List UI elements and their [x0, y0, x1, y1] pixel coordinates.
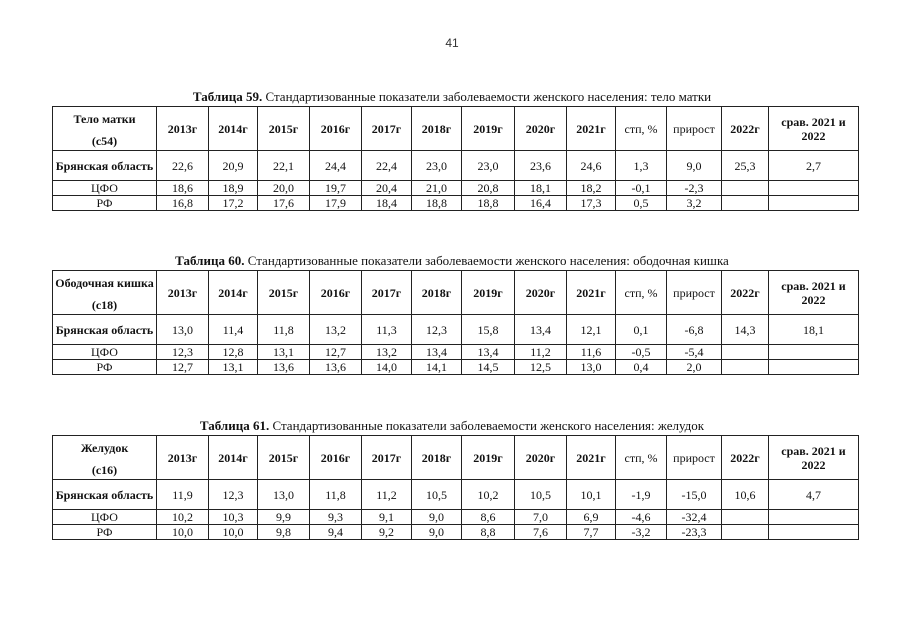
column-header: 2019г — [462, 107, 515, 151]
value-cell: 11,6 — [567, 345, 616, 360]
column-header: 2016г — [310, 436, 362, 480]
column-header: 2019г — [462, 271, 515, 315]
value-cell: -15,0 — [667, 480, 722, 510]
value-cell — [722, 510, 769, 525]
value-cell: 23,6 — [515, 151, 567, 181]
value-cell: -23,3 — [667, 525, 722, 540]
value-cell: 16,4 — [515, 196, 567, 211]
table-row — [53, 345, 859, 360]
value-cell: 24,4 — [310, 151, 362, 181]
value-cell — [769, 181, 859, 196]
value-cell: 21,0 — [412, 181, 462, 196]
value-cell — [722, 181, 769, 196]
value-cell: 9,3 — [310, 510, 362, 525]
value-cell — [722, 525, 769, 540]
column-header: 2017г — [362, 271, 412, 315]
value-cell: 18,2 — [567, 181, 616, 196]
row-label: ЦФО — [53, 181, 157, 196]
table-caption — [0, 90, 904, 104]
value-cell: 2,0 — [667, 360, 722, 375]
column-header: 2018г — [412, 271, 462, 315]
value-cell: 18,1 — [515, 181, 567, 196]
value-cell: 11,2 — [515, 345, 567, 360]
value-cell: -2,3 — [667, 181, 722, 196]
row-label: Брянская область — [53, 480, 157, 510]
value-cell: 12,5 — [515, 360, 567, 375]
table-caption — [0, 254, 904, 268]
value-cell: 18,1 — [769, 315, 859, 345]
value-cell: 11,9 — [157, 480, 209, 510]
value-cell: 0,1 — [616, 315, 667, 345]
column-header: 2020г — [515, 436, 567, 480]
value-cell: 22,1 — [258, 151, 310, 181]
column-header: 2022г — [722, 271, 769, 315]
table-caption-text: Стандартизованные показатели заболеваемости женского населения: желудок — [269, 418, 705, 433]
value-cell: 11,8 — [310, 480, 362, 510]
column-header: срав. 2021 и 2022 — [769, 107, 859, 151]
value-cell: 12,3 — [157, 345, 209, 360]
site-name: Желудок — [80, 441, 129, 455]
row-label: Брянская область — [53, 151, 157, 181]
value-cell: 12,7 — [157, 360, 209, 375]
value-cell: 10,0 — [209, 525, 258, 540]
row-header-cell — [53, 436, 157, 480]
column-header: 2019г — [462, 436, 515, 480]
table-row — [53, 360, 859, 375]
value-cell: 23,0 — [412, 151, 462, 181]
value-cell: 19,7 — [310, 181, 362, 196]
value-cell: 0,4 — [616, 360, 667, 375]
column-header: 2021г — [567, 436, 616, 480]
value-cell: 8,6 — [462, 510, 515, 525]
header-row — [53, 436, 859, 480]
value-cell: 14,3 — [722, 315, 769, 345]
value-cell: 13,6 — [258, 360, 310, 375]
column-header: 2014г — [209, 107, 258, 151]
column-header: 2021г — [567, 107, 616, 151]
data-table — [52, 435, 859, 540]
value-cell: 23,0 — [462, 151, 515, 181]
icd-code: (с54) — [91, 134, 118, 148]
column-header: срав. 2021 и 2022 — [769, 436, 859, 480]
value-cell — [722, 196, 769, 211]
value-cell: 10,5 — [412, 480, 462, 510]
value-cell: 13,6 — [310, 360, 362, 375]
header-row — [53, 271, 859, 315]
value-cell: 18,4 — [362, 196, 412, 211]
value-cell: 1,3 — [616, 151, 667, 181]
value-cell: 15,8 — [462, 315, 515, 345]
value-cell — [769, 196, 859, 211]
value-cell: 25,3 — [722, 151, 769, 181]
value-cell: 11,3 — [362, 315, 412, 345]
column-header: 2013г — [157, 107, 209, 151]
page-number: 41 — [445, 36, 459, 50]
site-name: Ободочная кишка — [55, 276, 154, 290]
value-cell: -0,5 — [616, 345, 667, 360]
column-header: 2018г — [412, 107, 462, 151]
value-cell: 14,1 — [412, 360, 462, 375]
value-cell: 20,4 — [362, 181, 412, 196]
column-header: 2021г — [567, 271, 616, 315]
column-header: 2016г — [310, 271, 362, 315]
data-table — [52, 106, 859, 211]
table-caption-text: Стандартизованные показатели заболеваемости женского населения: тело матки — [262, 89, 712, 104]
table-caption-number: Таблица 61. — [199, 418, 270, 433]
value-cell: 12,1 — [567, 315, 616, 345]
value-cell: 12,3 — [412, 315, 462, 345]
column-header: 2014г — [209, 436, 258, 480]
column-header: 2017г — [362, 107, 412, 151]
column-header: 2015г — [258, 436, 310, 480]
value-cell: 13,1 — [258, 345, 310, 360]
icd-code: (с16) — [91, 463, 118, 477]
value-cell: 13,2 — [362, 345, 412, 360]
column-header: 2014г — [209, 271, 258, 315]
row-label: ЦФО — [53, 510, 157, 525]
table-row — [53, 181, 859, 196]
column-header: стп, % — [616, 271, 667, 315]
column-header: стп, % — [616, 436, 667, 480]
column-header: 2013г — [157, 271, 209, 315]
table-caption-text: Стандартизованные показатели заболеваемости женского населения: ободочная кишка — [244, 253, 729, 268]
value-cell: 17,9 — [310, 196, 362, 211]
value-cell: 16,8 — [157, 196, 209, 211]
value-cell — [769, 525, 859, 540]
data-table — [52, 270, 859, 375]
value-cell: 0,5 — [616, 196, 667, 211]
value-cell: 9,0 — [412, 525, 462, 540]
value-cell: -0,1 — [616, 181, 667, 196]
value-cell: 12,8 — [209, 345, 258, 360]
table-caption-number: Таблица 59. — [192, 89, 263, 104]
value-cell: 9,4 — [310, 525, 362, 540]
value-cell: 13,4 — [462, 345, 515, 360]
value-cell: 9,1 — [362, 510, 412, 525]
value-cell: -32,4 — [667, 510, 722, 525]
column-header: 2018г — [412, 436, 462, 480]
column-header: 2020г — [515, 107, 567, 151]
value-cell: 12,7 — [310, 345, 362, 360]
value-cell: 6,9 — [567, 510, 616, 525]
value-cell: 14,5 — [462, 360, 515, 375]
column-header: прирост — [667, 271, 722, 315]
column-header: прирост — [667, 107, 722, 151]
value-cell: 13,0 — [258, 480, 310, 510]
column-header: 2015г — [258, 107, 310, 151]
value-cell — [722, 345, 769, 360]
value-cell: -3,2 — [616, 525, 667, 540]
value-cell: -6,8 — [667, 315, 722, 345]
value-cell: 17,2 — [209, 196, 258, 211]
value-cell — [769, 345, 859, 360]
value-cell: -4,6 — [616, 510, 667, 525]
value-cell: 10,6 — [722, 480, 769, 510]
value-cell: 18,9 — [209, 181, 258, 196]
value-cell: 7,6 — [515, 525, 567, 540]
table-row — [53, 510, 859, 525]
value-cell: 13,2 — [310, 315, 362, 345]
table-row — [53, 151, 859, 181]
row-label: РФ — [53, 196, 157, 211]
table-caption — [0, 419, 904, 433]
value-cell: 2,7 — [769, 151, 859, 181]
value-cell — [722, 360, 769, 375]
value-cell: 13,1 — [209, 360, 258, 375]
value-cell: 9,2 — [362, 525, 412, 540]
value-cell: 7,0 — [515, 510, 567, 525]
value-cell: 14,0 — [362, 360, 412, 375]
value-cell: 11,2 — [362, 480, 412, 510]
icd-code: (с18) — [91, 298, 118, 312]
value-cell — [769, 510, 859, 525]
column-header: срав. 2021 и 2022 — [769, 271, 859, 315]
column-header: 2016г — [310, 107, 362, 151]
row-label: Брянская область — [53, 315, 157, 345]
row-header-cell — [53, 107, 157, 151]
value-cell: 4,7 — [769, 480, 859, 510]
value-cell: 13,4 — [412, 345, 462, 360]
column-header: 2015г — [258, 271, 310, 315]
value-cell: 22,6 — [157, 151, 209, 181]
value-cell: 10,0 — [157, 525, 209, 540]
value-cell: 13,0 — [157, 315, 209, 345]
value-cell: 17,6 — [258, 196, 310, 211]
column-header: 2013г — [157, 436, 209, 480]
value-cell: 10,5 — [515, 480, 567, 510]
value-cell: 24,6 — [567, 151, 616, 181]
value-cell: 11,4 — [209, 315, 258, 345]
value-cell: 7,7 — [567, 525, 616, 540]
value-cell: 18,8 — [462, 196, 515, 211]
table-row — [53, 196, 859, 211]
row-header-cell — [53, 271, 157, 315]
table-row — [53, 525, 859, 540]
value-cell: 10,2 — [157, 510, 209, 525]
value-cell: 13,4 — [515, 315, 567, 345]
value-cell: 22,4 — [362, 151, 412, 181]
value-cell: 18,6 — [157, 181, 209, 196]
value-cell: 10,2 — [462, 480, 515, 510]
value-cell: -1,9 — [616, 480, 667, 510]
column-header: 2017г — [362, 436, 412, 480]
value-cell: 9,9 — [258, 510, 310, 525]
table-caption-number: Таблица 60. — [175, 253, 245, 268]
table-row — [53, 315, 859, 345]
value-cell: 17,3 — [567, 196, 616, 211]
column-header: стп, % — [616, 107, 667, 151]
value-cell: 9,0 — [667, 151, 722, 181]
table-row — [53, 480, 859, 510]
row-label: РФ — [53, 360, 157, 375]
value-cell — [769, 360, 859, 375]
row-label: ЦФО — [53, 345, 157, 360]
header-row — [53, 107, 859, 151]
row-label: РФ — [53, 525, 157, 540]
column-header: 2022г — [722, 436, 769, 480]
value-cell: 20,9 — [209, 151, 258, 181]
value-cell: 12,3 — [209, 480, 258, 510]
column-header: 2020г — [515, 271, 567, 315]
value-cell: 18,8 — [412, 196, 462, 211]
site-name: Тело матки — [73, 112, 136, 126]
value-cell: 8,8 — [462, 525, 515, 540]
value-cell: 11,8 — [258, 315, 310, 345]
value-cell: -5,4 — [667, 345, 722, 360]
value-cell: 10,1 — [567, 480, 616, 510]
value-cell: 10,3 — [209, 510, 258, 525]
value-cell: 9,0 — [412, 510, 462, 525]
column-header: прирост — [667, 436, 722, 480]
value-cell: 9,8 — [258, 525, 310, 540]
value-cell: 20,0 — [258, 181, 310, 196]
value-cell: 20,8 — [462, 181, 515, 196]
value-cell: 3,2 — [667, 196, 722, 211]
column-header: 2022г — [722, 107, 769, 151]
value-cell: 13,0 — [567, 360, 616, 375]
